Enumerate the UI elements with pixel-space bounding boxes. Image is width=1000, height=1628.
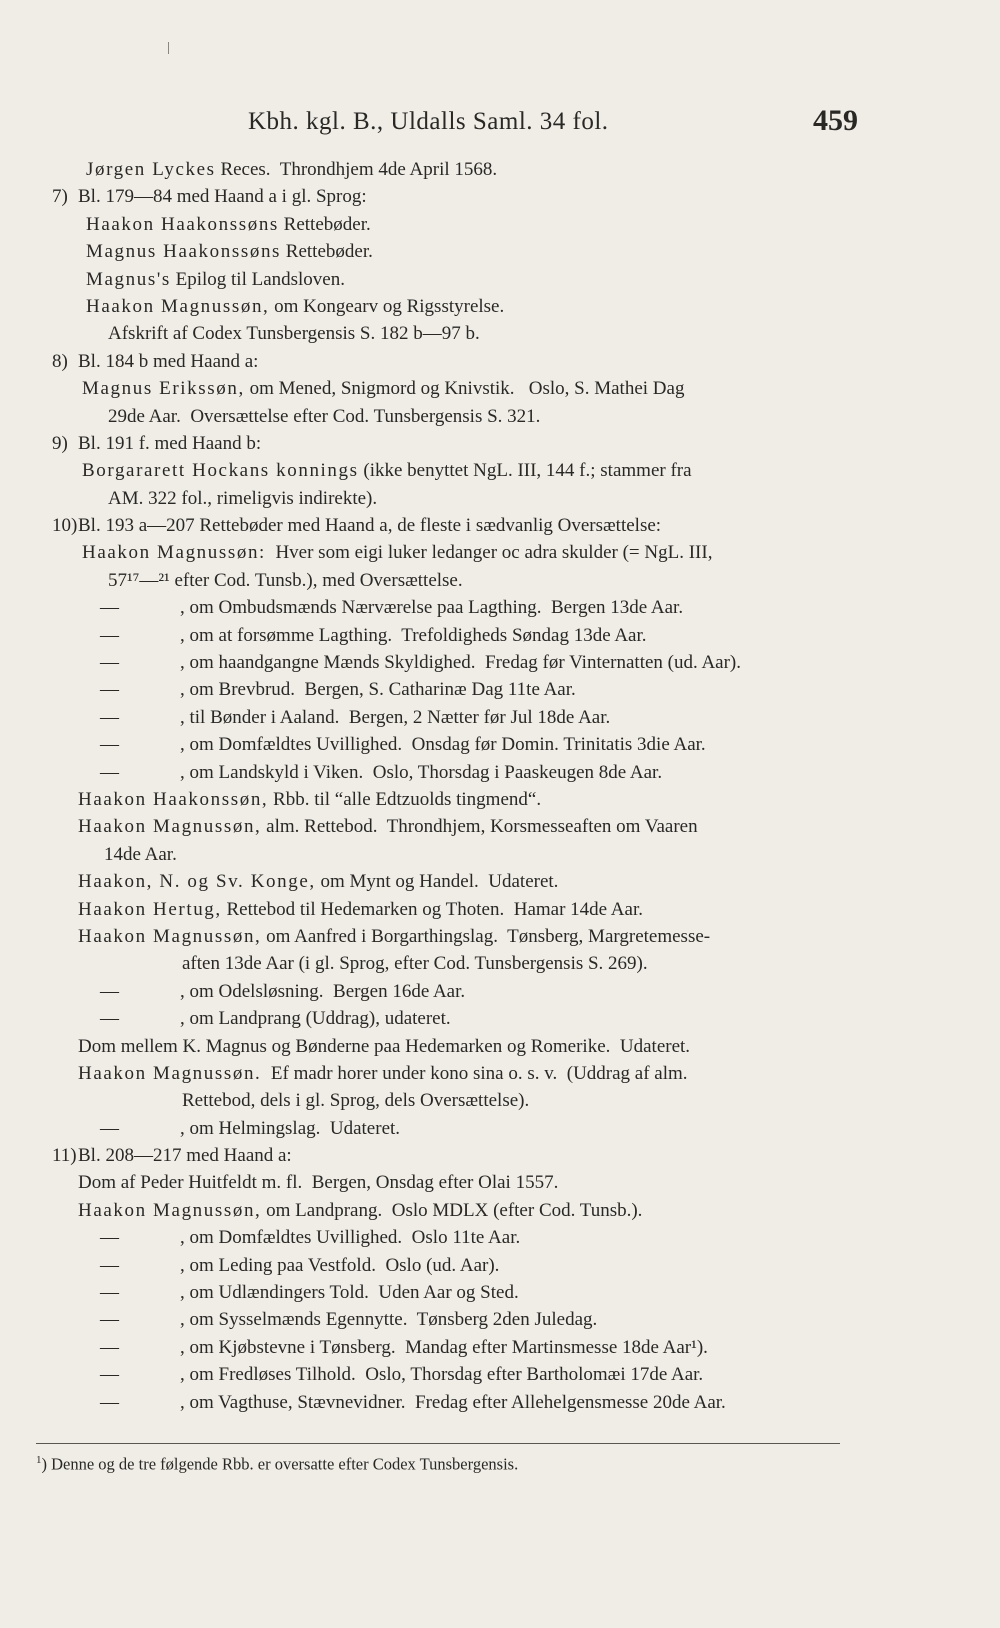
entry-line bbox=[52, 1224, 860, 1251]
entry-description: AM. 322 fol., rimeligvis indirekte). bbox=[108, 487, 378, 509]
spaced-name: Haakon Magnussøn. bbox=[78, 1062, 262, 1084]
entry-line bbox=[52, 293, 860, 320]
entry-description: , om Leding paa Vestfold. Oslo (ud. Aar). bbox=[180, 1254, 500, 1276]
entry-description: , om Fredløses Tilhold. Oslo, Thorsdag efter Bartholomæi 17de Aar. bbox=[180, 1364, 704, 1386]
entry-text bbox=[100, 676, 576, 703]
entry-description: Bl. 184 b med Haand a: bbox=[78, 350, 259, 372]
entry-text bbox=[82, 539, 712, 566]
entry-line bbox=[52, 704, 860, 731]
entry-description: , om Domfældtes Uvillighed. Onsdag før Domin. Trinitatis 3die Aar. bbox=[180, 734, 706, 756]
entry-number: 7) bbox=[52, 186, 68, 208]
entry-number: 11) bbox=[52, 1145, 77, 1167]
entry-line bbox=[52, 622, 860, 649]
page-number: 459 bbox=[813, 104, 858, 137]
entry-line bbox=[52, 567, 860, 594]
entry-text bbox=[182, 1087, 529, 1114]
entry-description: Bl. 191 f. med Haand b: bbox=[78, 432, 262, 454]
entry-description: Rettebøder. bbox=[281, 241, 373, 263]
entry-text bbox=[86, 211, 371, 238]
entry-description: 57¹⁷—²¹ efter Cod. Tunsb.), med Oversættelse. bbox=[108, 569, 463, 591]
entry-text bbox=[78, 868, 558, 895]
entry-description: Rettebod, dels i gl. Sprog, dels Oversættelse). bbox=[182, 1090, 530, 1112]
entry-text bbox=[100, 649, 741, 676]
footnote-marker: 1 bbox=[36, 1454, 42, 1466]
entry-description: , om Brevbrud. Bergen, S. Catharinæ Dag 11te Aar. bbox=[180, 679, 576, 701]
entry-text bbox=[86, 156, 497, 183]
entry-line bbox=[52, 457, 860, 484]
entry-description: om Kongearv og Rigsstyrelse. bbox=[269, 295, 505, 317]
spaced-name: Haakon, N. og Sv. Konge, bbox=[78, 871, 316, 893]
spaced-name: Borgararett Hockans konnings bbox=[82, 460, 359, 482]
ditto-dash: — bbox=[100, 1309, 119, 1331]
entry-line bbox=[52, 375, 860, 402]
entry-text bbox=[86, 238, 373, 265]
entry-line bbox=[52, 896, 860, 923]
entry-text bbox=[100, 1334, 708, 1361]
entry-line bbox=[52, 1389, 860, 1416]
running-head: Kbh. kgl. B., Uldalls Saml. 34 fol. bbox=[248, 108, 609, 135]
entry-line bbox=[52, 211, 860, 238]
ditto-dash: — bbox=[100, 734, 119, 756]
entry-text bbox=[78, 813, 698, 840]
entry-line bbox=[52, 594, 860, 621]
entry-line bbox=[52, 348, 860, 375]
entry-description: om Mynt og Handel. Udateret. bbox=[315, 871, 559, 893]
ditto-dash: — bbox=[100, 706, 119, 728]
entry-text bbox=[100, 1252, 499, 1279]
ditto-dash: — bbox=[100, 1117, 119, 1139]
entry-description: Ef madr horer under kono sina o. s. v. (Uddrag af alm. bbox=[261, 1062, 688, 1084]
entry-line bbox=[52, 759, 860, 786]
entry-line bbox=[52, 156, 860, 183]
entry-description: Epilog til Landsloven. bbox=[170, 268, 345, 290]
entry-line bbox=[52, 1361, 860, 1388]
entry-line bbox=[52, 1306, 860, 1333]
ditto-dash: — bbox=[100, 761, 119, 783]
ditto-dash: — bbox=[100, 1364, 119, 1386]
entry-description: 14de Aar. bbox=[104, 843, 177, 865]
entry-text bbox=[78, 923, 710, 950]
entry-description: Dom af Peder Huitfeldt m. fl. Bergen, Onsdag efter Olai 1557. bbox=[78, 1172, 559, 1194]
ditto-dash: — bbox=[100, 1336, 119, 1358]
entry-line bbox=[52, 813, 860, 840]
margin-mark bbox=[168, 42, 169, 54]
entry-text bbox=[108, 320, 480, 347]
entry-text bbox=[100, 759, 662, 786]
spaced-name: Haakon Haakonssøns bbox=[86, 213, 279, 235]
entry-description: Reces. Throndhjem 4de April 1568. bbox=[215, 159, 498, 180]
entry-text bbox=[100, 1361, 703, 1388]
entry-description: , om Landprang (Uddrag), udateret. bbox=[180, 1008, 451, 1030]
entry-description: Hver som eigi luker ledanger oc adra skulder (= NgL. III, bbox=[265, 542, 713, 564]
ditto-dash: — bbox=[100, 980, 119, 1002]
entry-line bbox=[52, 320, 860, 347]
ditto-dash: — bbox=[100, 597, 119, 619]
entry-description: , om Odelsløsning. Bergen 16de Aar. bbox=[180, 980, 466, 1002]
entry-line bbox=[52, 512, 860, 539]
entry-description: alm. Rettebod. Throndhjem, Korsmesseaften om Vaaren bbox=[261, 816, 698, 838]
entry-description: Afskrift af Codex Tunsbergensis S. 182 b—97 b. bbox=[108, 323, 480, 345]
entry-text bbox=[86, 266, 345, 293]
entry-description: , om Kjøbstevne i Tønsberg. Mandag efter Martinsmesse 18de Aar¹). bbox=[180, 1336, 708, 1358]
footnote bbox=[36, 1454, 518, 1475]
entry-text bbox=[82, 375, 684, 402]
entry-text bbox=[78, 786, 541, 813]
entry-description: , om Sysselmænds Egennytte. Tønsberg 2den Juledag. bbox=[180, 1309, 598, 1331]
entry-number: 8) bbox=[52, 350, 68, 372]
spaced-name: Jørgen Lyckes bbox=[86, 159, 216, 180]
ditto-dash: — bbox=[100, 679, 119, 701]
entry-line bbox=[52, 1005, 860, 1032]
spaced-name: Haakon Magnussøn, bbox=[78, 925, 262, 947]
spaced-name: Magnus's bbox=[86, 268, 171, 290]
entry-text bbox=[100, 704, 610, 731]
entry-line bbox=[52, 1115, 860, 1142]
spaced-name: Magnus Haakonssøns bbox=[86, 241, 282, 263]
entry-number: 10) bbox=[52, 515, 78, 537]
entry-description: , om Domfældtes Uvillighed. Oslo 11te Aar. bbox=[180, 1227, 521, 1249]
entry-line bbox=[52, 950, 860, 977]
ditto-dash: — bbox=[100, 1227, 119, 1249]
entry-text bbox=[78, 1033, 690, 1060]
entry-text bbox=[108, 567, 463, 594]
spaced-name: Haakon Haakonssøn, bbox=[78, 788, 269, 810]
entry-description: aften 13de Aar (i gl. Sprog, efter Cod. Tunsbergensis S. 269). bbox=[182, 953, 648, 975]
entry-text bbox=[100, 1279, 519, 1306]
entry-text bbox=[82, 457, 692, 484]
entry-text bbox=[78, 896, 643, 923]
entry-description: Rettebod til Hedemarken og Thoten. Hamar 14de Aar. bbox=[221, 898, 643, 920]
entry-description: Bl. 193 a—207 Rettebøder med Haand a, de fleste i sædvanlig Oversættelse: bbox=[78, 515, 662, 537]
catalog-entries bbox=[52, 156, 860, 1416]
entry-text bbox=[78, 430, 261, 457]
entry-line bbox=[52, 485, 860, 512]
entry-text bbox=[78, 1197, 642, 1224]
entry-line bbox=[52, 1142, 860, 1169]
entry-line bbox=[52, 868, 860, 895]
entry-text bbox=[108, 403, 540, 430]
entry-line bbox=[52, 1197, 860, 1224]
entry-line bbox=[52, 676, 860, 703]
entry-text bbox=[100, 622, 647, 649]
entry-description: (ikke benyttet NgL. III, 144 f.; stammer fra bbox=[358, 460, 692, 482]
entry-line bbox=[52, 403, 860, 430]
entry-line bbox=[52, 841, 860, 868]
entry-line bbox=[52, 649, 860, 676]
entry-line bbox=[52, 539, 860, 566]
spaced-name: Magnus Erikssøn, bbox=[82, 378, 245, 400]
entry-text bbox=[100, 731, 706, 758]
entry-text bbox=[108, 485, 377, 512]
spaced-name: Haakon Magnussøn, bbox=[78, 816, 262, 838]
entry-line bbox=[52, 731, 860, 758]
entry-description: , om Landskyld i Viken. Oslo, Thorsdag i Paaskeugen 8de Aar. bbox=[180, 761, 663, 783]
entry-description: , til Bønder i Aaland. Bergen, 2 Nætter før Jul 18de Aar. bbox=[180, 706, 611, 728]
spaced-name: Haakon Magnussøn, bbox=[86, 295, 270, 317]
entry-line bbox=[52, 1033, 860, 1060]
ditto-dash: — bbox=[100, 1008, 119, 1030]
footnote-text: ) Denne og de tre følgende Rbb. er oversatte efter Codex Tunsbergensis. bbox=[41, 1454, 519, 1474]
entry-text bbox=[182, 950, 648, 977]
entry-description: Rbb. til “alle Edtzuolds tingmend“. bbox=[268, 788, 542, 810]
entry-description: Bl. 208—217 med Haand a: bbox=[78, 1145, 292, 1167]
entry-line bbox=[52, 1060, 860, 1087]
entry-text bbox=[100, 1306, 597, 1333]
entry-description: Rettebøder. bbox=[278, 213, 371, 235]
spaced-name: Haakon Hertug, bbox=[78, 898, 222, 920]
entry-line bbox=[52, 430, 860, 457]
ditto-dash: — bbox=[100, 652, 119, 674]
entry-text bbox=[78, 1060, 688, 1087]
ditto-dash: — bbox=[100, 1391, 119, 1413]
entry-description: , om Udlændingers Told. Uden Aar og Sted. bbox=[180, 1282, 519, 1304]
entry-description: Bl. 179—84 med Haand a i gl. Sprog: bbox=[78, 186, 367, 208]
entry-number: 9) bbox=[52, 432, 68, 454]
entry-text bbox=[78, 1142, 292, 1169]
entry-description: , om at forsømme Lagthing. Trefoldigheds Søndag 13de Aar. bbox=[180, 624, 647, 646]
entry-text bbox=[78, 512, 661, 539]
entry-description: om Aanfred i Borgarthingslag. Tønsberg, Margretemesse- bbox=[261, 925, 711, 947]
spaced-name: Haakon Magnussøn, bbox=[78, 1199, 262, 1221]
entry-line bbox=[52, 1334, 860, 1361]
entry-line bbox=[52, 923, 860, 950]
entry-line bbox=[52, 266, 860, 293]
entry-line bbox=[52, 1169, 860, 1196]
entry-description: 29de Aar. Oversættelse efter Cod. Tunsbergensis S. 321. bbox=[108, 405, 541, 427]
entry-description: om Landprang. Oslo MDLX (efter Cod. Tunsb.). bbox=[261, 1199, 643, 1221]
ditto-dash: — bbox=[100, 1254, 119, 1276]
entry-text bbox=[100, 1005, 451, 1032]
entry-text bbox=[78, 1169, 558, 1196]
entry-description: , om Vagthuse, Stævnevidner. Fredag efter Allehelgensmesse 20de Aar. bbox=[180, 1391, 726, 1413]
entry-text bbox=[100, 594, 683, 621]
entry-text bbox=[100, 1115, 400, 1142]
entry-line bbox=[52, 1252, 860, 1279]
ditto-dash: — bbox=[100, 624, 119, 646]
entry-line bbox=[52, 1087, 860, 1114]
entry-text bbox=[78, 183, 367, 210]
entry-line bbox=[52, 978, 860, 1005]
page-header bbox=[0, 104, 1000, 144]
entry-line bbox=[52, 183, 860, 210]
footnote-divider bbox=[36, 1443, 840, 1444]
spaced-name: Haakon Magnussøn: bbox=[82, 542, 266, 564]
entry-description: om Mened, Snigmord og Knivstik. Oslo, S. Mathei Dag bbox=[244, 378, 685, 400]
entry-description: , om Ombudsmænds Nærværelse paa Lagthing. Bergen 13de Aar. bbox=[180, 597, 684, 619]
entry-line bbox=[52, 238, 860, 265]
entry-description: , om Helmingslag. Udateret. bbox=[180, 1117, 401, 1139]
entry-description: , om haandgangne Mænds Skyldighed. Fredag før Vinternatten (ud. Aar). bbox=[180, 652, 742, 674]
entry-text bbox=[104, 841, 177, 868]
entry-text bbox=[100, 978, 465, 1005]
entry-line bbox=[52, 786, 860, 813]
entry-line bbox=[52, 1279, 860, 1306]
ditto-dash: — bbox=[100, 1282, 119, 1304]
entry-text bbox=[100, 1224, 520, 1251]
entry-text bbox=[78, 348, 258, 375]
entry-text bbox=[86, 293, 504, 320]
entry-description: Dom mellem K. Magnus og Bønderne paa Hedemarken og Romerike. Udateret. bbox=[78, 1035, 691, 1057]
entry-text bbox=[100, 1389, 726, 1416]
